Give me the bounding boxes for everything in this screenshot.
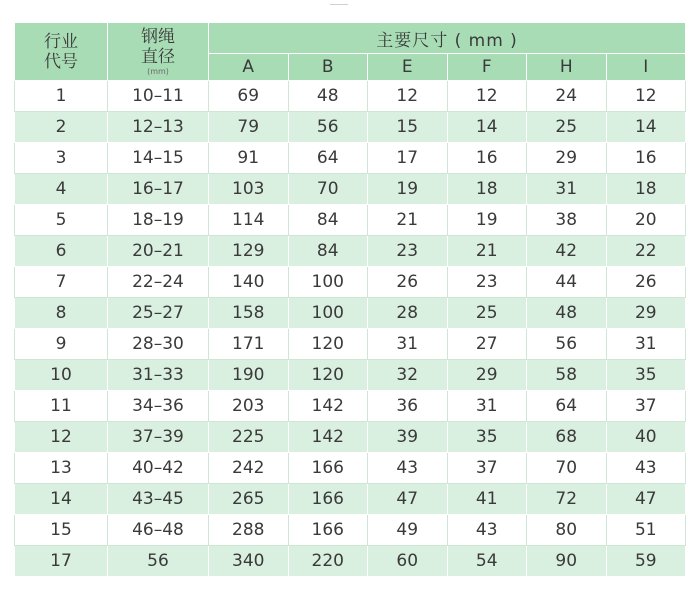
cell-rope-diameter: 10–11 [108, 81, 209, 112]
cell-dim-h: 80 [527, 515, 607, 546]
cell-industry-code: 9 [15, 329, 108, 360]
rope-diameter-label: 钢绳 直径 [141, 27, 175, 67]
cell-dim-b: 70 [288, 174, 368, 205]
cell-industry-code: 7 [15, 267, 108, 298]
cell-dim-i: 40 [606, 422, 686, 453]
cell-dim-b: 120 [288, 329, 368, 360]
cell-dim-f: 37 [447, 453, 527, 484]
table-row [15, 267, 686, 298]
cell-dim-i: 26 [606, 267, 686, 298]
cell-dim-i: 35 [606, 360, 686, 391]
cell-industry-code: 13 [15, 453, 108, 484]
cell-rope-diameter: 22–24 [108, 267, 209, 298]
cell-rope-diameter: 37–39 [108, 422, 209, 453]
cell-dim-h: 70 [527, 453, 607, 484]
cell-dim-a: 190 [209, 360, 289, 391]
cell-industry-code: 5 [15, 205, 108, 236]
cell-dim-b: 166 [288, 453, 368, 484]
cell-dim-a: 79 [209, 112, 289, 143]
cell-dim-e: 23 [368, 236, 448, 267]
cell-rope-diameter: 40–42 [108, 453, 209, 484]
cell-dim-f: 25 [447, 298, 527, 329]
table-row [15, 546, 686, 577]
cell-dim-i: 12 [606, 81, 686, 112]
cell-rope-diameter: 14–15 [108, 143, 209, 174]
table-row [15, 360, 686, 391]
cell-dim-e: 15 [368, 112, 448, 143]
cell-dim-a: 288 [209, 515, 289, 546]
cell-dim-e: 60 [368, 546, 448, 577]
cell-dim-b: 120 [288, 360, 368, 391]
cell-dim-i: 16 [606, 143, 686, 174]
cell-dim-a: 91 [209, 143, 289, 174]
table-row [15, 298, 686, 329]
cell-dim-h: 68 [527, 422, 607, 453]
cell-dim-f: 21 [447, 236, 527, 267]
header-col-e: E [368, 54, 448, 81]
cell-dim-e: 12 [368, 81, 448, 112]
dimension-spec-table [14, 22, 686, 577]
table-row [15, 174, 686, 205]
cell-dim-e: 32 [368, 360, 448, 391]
table-row [15, 81, 686, 112]
cell-dim-b: 100 [288, 267, 368, 298]
cell-dim-a: 242 [209, 453, 289, 484]
cell-dim-e: 49 [368, 515, 448, 546]
header-col-f: F [447, 54, 527, 81]
cell-dim-b: 142 [288, 391, 368, 422]
cell-dim-h: 48 [527, 298, 607, 329]
cell-dim-b: 56 [288, 112, 368, 143]
cell-dim-a: 69 [209, 81, 289, 112]
cell-dim-a: 203 [209, 391, 289, 422]
header-main-dimensions: 主要尺寸 ( mm ) [209, 23, 686, 54]
cell-dim-h: 58 [527, 360, 607, 391]
cell-dim-h: 72 [527, 484, 607, 515]
cell-dim-h: 64 [527, 391, 607, 422]
cell-dim-b: 220 [288, 546, 368, 577]
cell-dim-a: 114 [209, 205, 289, 236]
cell-dim-a: 103 [209, 174, 289, 205]
cell-industry-code: 10 [15, 360, 108, 391]
header-col-a: A [209, 54, 289, 81]
cell-rope-diameter: 25–27 [108, 298, 209, 329]
cell-dim-h: 90 [527, 546, 607, 577]
cell-rope-diameter: 20–21 [108, 236, 209, 267]
cell-dim-h: 56 [527, 329, 607, 360]
cell-dim-f: 23 [447, 267, 527, 298]
cell-dim-f: 12 [447, 81, 527, 112]
table-row [15, 329, 686, 360]
cell-dim-e: 43 [368, 453, 448, 484]
table-body [15, 81, 686, 577]
cell-industry-code: 4 [15, 174, 108, 205]
table-header [15, 23, 686, 81]
cell-rope-diameter: 12–13 [108, 112, 209, 143]
table-row [15, 515, 686, 546]
cell-dim-e: 39 [368, 422, 448, 453]
cell-dim-f: 35 [447, 422, 527, 453]
header-industry-code [15, 23, 108, 81]
top-decoration [330, 0, 348, 5]
table-row [15, 422, 686, 453]
cell-dim-e: 31 [368, 329, 448, 360]
cell-dim-f: 18 [447, 174, 527, 205]
cell-industry-code: 6 [15, 236, 108, 267]
cell-dim-f: 19 [447, 205, 527, 236]
cell-dim-f: 31 [447, 391, 527, 422]
cell-dim-f: 29 [447, 360, 527, 391]
cell-rope-diameter: 31–33 [108, 360, 209, 391]
cell-dim-h: 38 [527, 205, 607, 236]
table-row [15, 112, 686, 143]
cell-rope-diameter: 56 [108, 546, 209, 577]
cell-dim-f: 27 [447, 329, 527, 360]
cell-dim-f: 41 [447, 484, 527, 515]
header-col-i: I [606, 54, 686, 81]
rope-diameter-unit: (mm) [147, 67, 169, 76]
cell-dim-i: 43 [606, 453, 686, 484]
cell-dim-e: 36 [368, 391, 448, 422]
cell-dim-a: 158 [209, 298, 289, 329]
cell-dim-e: 28 [368, 298, 448, 329]
cell-dim-b: 142 [288, 422, 368, 453]
header-col-h: H [527, 54, 607, 81]
cell-dim-h: 25 [527, 112, 607, 143]
cell-dim-b: 48 [288, 81, 368, 112]
cell-rope-diameter: 16–17 [108, 174, 209, 205]
table-row [15, 143, 686, 174]
cell-dim-h: 24 [527, 81, 607, 112]
table-row [15, 205, 686, 236]
cell-dim-h: 31 [527, 174, 607, 205]
cell-dim-a: 225 [209, 422, 289, 453]
cell-dim-b: 166 [288, 484, 368, 515]
cell-dim-f: 16 [447, 143, 527, 174]
cell-rope-diameter: 34–36 [108, 391, 209, 422]
industry-code-label: 行业 代号 [44, 31, 78, 72]
cell-dim-e: 17 [368, 143, 448, 174]
cell-industry-code: 3 [15, 143, 108, 174]
cell-dim-e: 19 [368, 174, 448, 205]
cell-dim-i: 18 [606, 174, 686, 205]
cell-dim-i: 51 [606, 515, 686, 546]
cell-industry-code: 17 [15, 546, 108, 577]
table-row [15, 391, 686, 422]
cell-dim-i: 22 [606, 236, 686, 267]
cell-dim-i: 59 [606, 546, 686, 577]
header-rope-diameter [108, 23, 209, 81]
table-row [15, 236, 686, 267]
table-row [15, 453, 686, 484]
cell-industry-code: 1 [15, 81, 108, 112]
cell-dim-e: 21 [368, 205, 448, 236]
cell-dim-h: 29 [527, 143, 607, 174]
cell-industry-code: 11 [15, 391, 108, 422]
cell-dim-b: 84 [288, 205, 368, 236]
cell-dim-f: 54 [447, 546, 527, 577]
cell-dim-a: 171 [209, 329, 289, 360]
cell-dim-i: 37 [606, 391, 686, 422]
cell-dim-a: 140 [209, 267, 289, 298]
cell-industry-code: 2 [15, 112, 108, 143]
cell-rope-diameter: 46–48 [108, 515, 209, 546]
header-col-b: B [288, 54, 368, 81]
cell-dim-i: 31 [606, 329, 686, 360]
cell-dim-e: 47 [368, 484, 448, 515]
cell-dim-b: 84 [288, 236, 368, 267]
cell-dim-h: 44 [527, 267, 607, 298]
cell-industry-code: 14 [15, 484, 108, 515]
cell-dim-h: 42 [527, 236, 607, 267]
cell-rope-diameter: 43–45 [108, 484, 209, 515]
cell-rope-diameter: 28–30 [108, 329, 209, 360]
cell-dim-a: 129 [209, 236, 289, 267]
cell-rope-diameter: 18–19 [108, 205, 209, 236]
table-row [15, 484, 686, 515]
cell-dim-i: 14 [606, 112, 686, 143]
cell-dim-a: 340 [209, 546, 289, 577]
cell-dim-i: 47 [606, 484, 686, 515]
cell-dim-b: 64 [288, 143, 368, 174]
cell-industry-code: 15 [15, 515, 108, 546]
cell-dim-b: 100 [288, 298, 368, 329]
cell-dim-i: 29 [606, 298, 686, 329]
cell-dim-e: 26 [368, 267, 448, 298]
cell-dim-i: 20 [606, 205, 686, 236]
cell-dim-a: 265 [209, 484, 289, 515]
cell-dim-f: 14 [447, 112, 527, 143]
spec-table-container [14, 22, 685, 577]
cell-dim-b: 166 [288, 515, 368, 546]
cell-dim-f: 43 [447, 515, 527, 546]
cell-industry-code: 8 [15, 298, 108, 329]
cell-industry-code: 12 [15, 422, 108, 453]
